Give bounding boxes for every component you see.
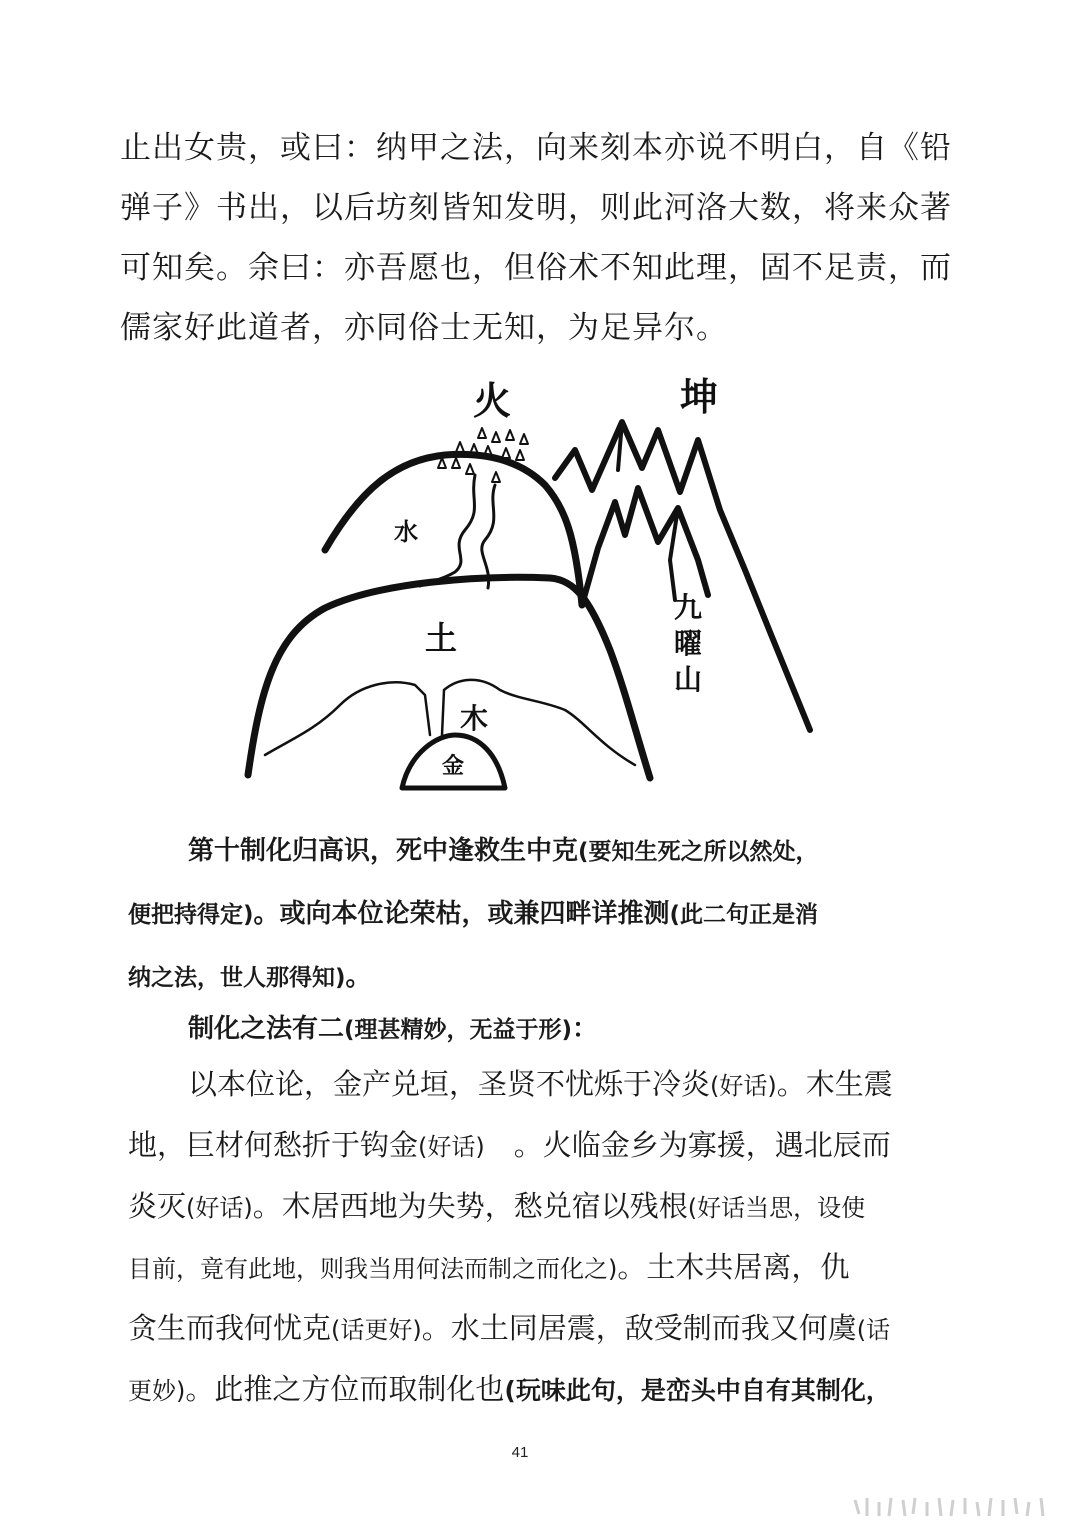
body-note: (好话)	[710, 1072, 777, 1100]
label-jiuyao-3: 山	[674, 663, 703, 696]
water-stream-right	[482, 485, 495, 588]
heading-note: (此二句正是消	[669, 902, 819, 928]
sub-heading-main: 制化之法有二	[188, 1014, 345, 1044]
label-jiuyao-1: 九	[674, 591, 703, 624]
body-text: 。水土同居震，敌受制而我又何虞	[421, 1311, 857, 1345]
label-jiuyao-2: 曜	[674, 627, 703, 660]
body-text: 地，巨材何愁折于钩金	[128, 1128, 419, 1162]
watermark-graphic	[845, 1492, 1065, 1522]
label-water: 水	[394, 517, 418, 546]
body-text: 。火临金乡为寡援，遇北辰而	[484, 1128, 891, 1162]
body-note: (话更好)	[331, 1316, 422, 1344]
section-heading	[128, 820, 918, 1009]
heading-line	[128, 883, 918, 946]
heading-note: (要知生死之所以然处，	[578, 839, 819, 865]
body-note: (好话)	[418, 1133, 485, 1161]
body-line	[128, 1238, 928, 1299]
top-paragraph	[120, 118, 952, 358]
earth-mountain-outline	[248, 577, 650, 778]
body-text: 贪生而我何忧克	[128, 1311, 332, 1345]
mountain-illustration	[230, 360, 830, 800]
body-line	[128, 1299, 928, 1360]
body-note: (话	[856, 1316, 891, 1344]
body-text: 以本位论，金产兑垣，圣贤不忧烁于冷炎	[188, 1067, 711, 1101]
body-note: (好话当思，设使	[687, 1194, 866, 1222]
body-note: 目前，竟有此地，则我当用何法而制之而化之)	[128, 1255, 618, 1283]
label-earth: 土	[425, 619, 458, 657]
text-line: 止出女贵，或曰：纳甲之法，向来刻本亦说不明白，自《铅	[120, 130, 952, 166]
text-line: 可知矣。余曰：亦吾愿也，但俗术不知此理，固不足责，而	[120, 250, 952, 286]
body-text: 炎灭	[128, 1189, 187, 1223]
body-text: 。土木共居离，仇	[617, 1250, 850, 1284]
water-stream-left	[420, 475, 475, 586]
label-kun: 坤	[680, 374, 719, 419]
body-paragraph	[128, 1055, 928, 1421]
heading-main: 。	[345, 962, 372, 992]
body-line	[128, 1116, 928, 1177]
body-line	[128, 1360, 928, 1421]
body-text: 。木生震	[776, 1067, 893, 1101]
body-note: (玩味此句，是峦头中自有其制化，	[504, 1376, 891, 1405]
text-line: 儒家好此道者，亦同俗士无知，为足异尔。	[120, 310, 728, 346]
page-number: 41	[511, 1444, 529, 1461]
heading-main: 第十制化归高识，死中逢救生中克	[188, 836, 579, 866]
body-line	[128, 1177, 928, 1238]
label-wood: 木	[460, 702, 489, 735]
sub-heading-note: (理甚精妙，无益于形)	[344, 1017, 573, 1043]
sub-heading-line	[128, 998, 918, 1061]
body-text: 。此推之方位而取制化也	[185, 1372, 505, 1406]
body-note: (好话)	[186, 1194, 253, 1222]
label-fire: 火	[473, 378, 512, 423]
sub-heading-end: ：	[572, 1014, 599, 1044]
heading-note: 便把持得定)	[128, 902, 254, 928]
sub-heading	[128, 998, 918, 1061]
heading-note: 纳之法，世人那得知)	[128, 965, 346, 991]
inner-ridge-left	[265, 682, 430, 755]
body-note: 更妙)	[128, 1377, 186, 1405]
heading-main: 。或向本位论荣枯，或兼四畔详推测	[253, 899, 670, 929]
body-line	[128, 1055, 928, 1116]
text-line: 弹子》书出，以后坊刻皆知发明，则此河洛大数，将来众著	[120, 190, 952, 226]
body-text: 。木居西地为失势，愁兑宿以残根	[252, 1189, 688, 1223]
kun-ridge-front	[582, 488, 708, 605]
label-metal: 金	[442, 753, 465, 779]
heading-line	[128, 820, 918, 883]
mountain-drawing	[230, 360, 830, 800]
